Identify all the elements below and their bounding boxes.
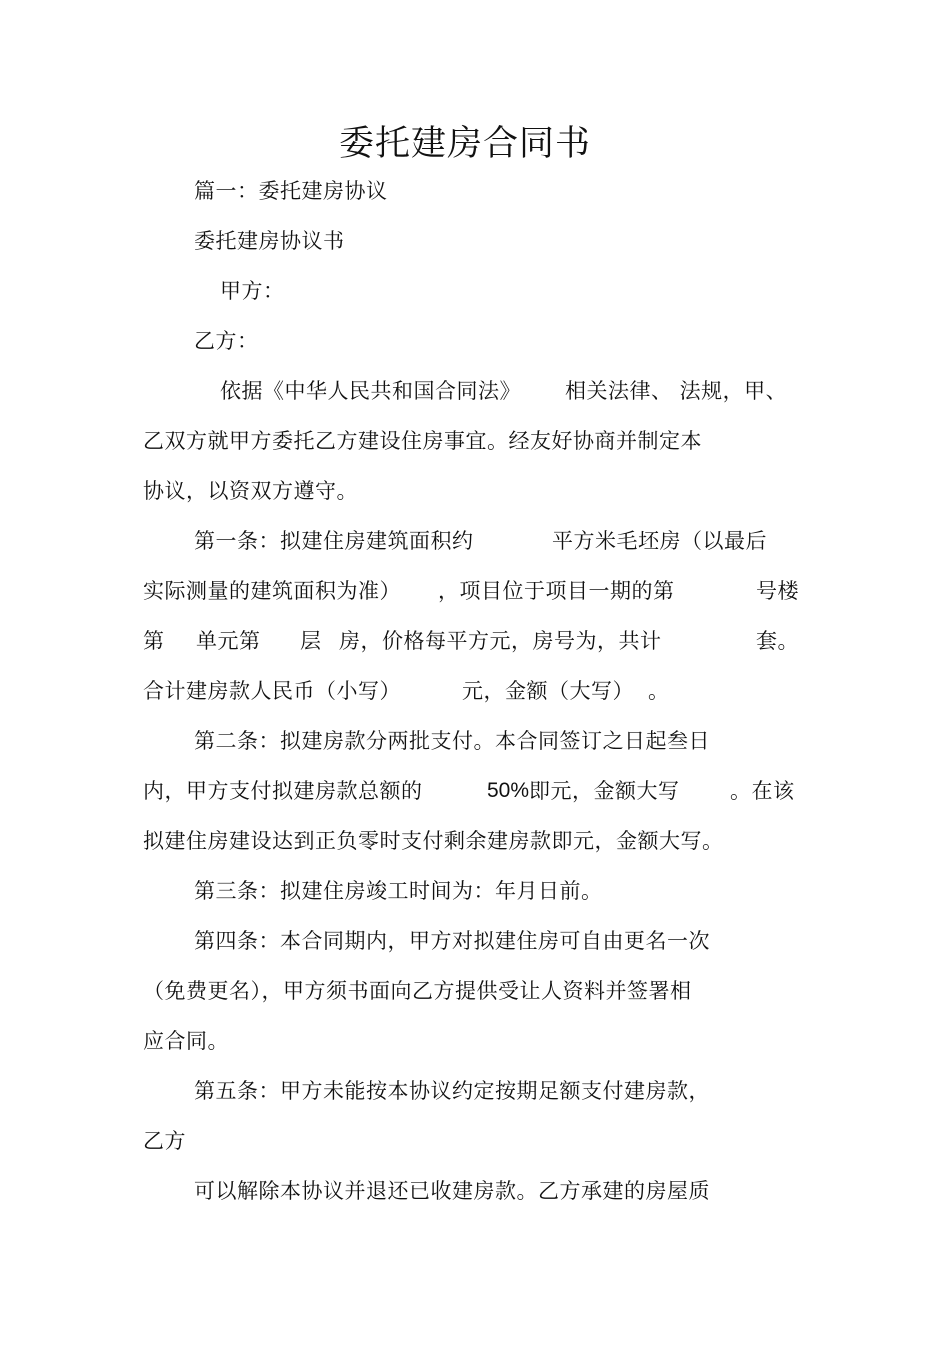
clause-2-text: 第二条：拟建房款分两批支付。本合同签订之日起叁日	[194, 729, 710, 753]
preamble-text: 依据《中华人民共和国合同法》	[220, 379, 521, 403]
preamble-text: 乙双方就甲方委托乙方建设住房事宜。经友好协商并制定本	[143, 429, 702, 453]
clause-1-text: 号楼	[756, 579, 799, 603]
clause-2-text: 。在该	[730, 779, 795, 803]
clause-5-text: 第五条：甲方未能按本协议约定按期足额支付建房款，	[194, 1079, 710, 1103]
party-a-label: 甲方：	[220, 279, 285, 303]
clause-2-text: 拟建住房建设达到正负零时支付剩余建房款即元，金额大写。	[143, 829, 724, 853]
clause-2-text: 即元，金额大写	[529, 779, 680, 803]
clause-1-text: 第	[143, 629, 165, 653]
clause-3-text: 第三条：拟建住房竣工时间为：年月日前。	[194, 879, 603, 903]
preamble-text: 相关法律、 法规，甲、	[565, 379, 788, 403]
clause-1-text: 。	[648, 679, 670, 703]
section-heading: 篇一：委托建房协议	[194, 179, 388, 203]
clause-1-text: 平方米毛坯房（以最后	[552, 529, 767, 553]
clause-4-text: 应合同。	[143, 1029, 229, 1053]
clause-1-text: 套。	[756, 629, 799, 653]
document-title: 委托建房合同书	[338, 124, 591, 164]
clause-1-text: 合计建房款人民币（小写）	[143, 679, 401, 703]
clause-4-text: 第四条：本合同期内，甲方对拟建住房可自由更名一次	[194, 929, 710, 953]
clause-1-text: 层	[300, 629, 322, 653]
clause-1-text: 元，金额（大写）	[462, 679, 634, 703]
agreement-title: 委托建房协议书	[194, 229, 345, 253]
clause-1-text: 房，价格每平方元，房号为，共计	[339, 629, 662, 653]
party-b-label: 乙方：	[194, 329, 259, 353]
clause-2-text: 内，甲方支付拟建房款总额的	[143, 779, 423, 803]
preamble-text: 协议，以资双方遵守。	[143, 479, 358, 503]
clause-4-text: （免费更名），甲方须书面向乙方提供受让人资料并签署相	[143, 979, 692, 1003]
clause-5-text: 可以解除本协议并退还已收建房款。乙方承建的房屋质	[194, 1179, 710, 1203]
clause-1-text: 单元第	[196, 629, 261, 653]
clause-1-text: 实际测量的建筑面积为准）	[143, 579, 401, 603]
payment-percent: 50%	[487, 779, 530, 802]
clause-1-text: 第一条：拟建住房建筑面积约	[194, 529, 474, 553]
clause-1-text: ，项目位于项目一期的第	[438, 579, 675, 603]
clause-5-text: 乙方	[143, 1129, 186, 1153]
